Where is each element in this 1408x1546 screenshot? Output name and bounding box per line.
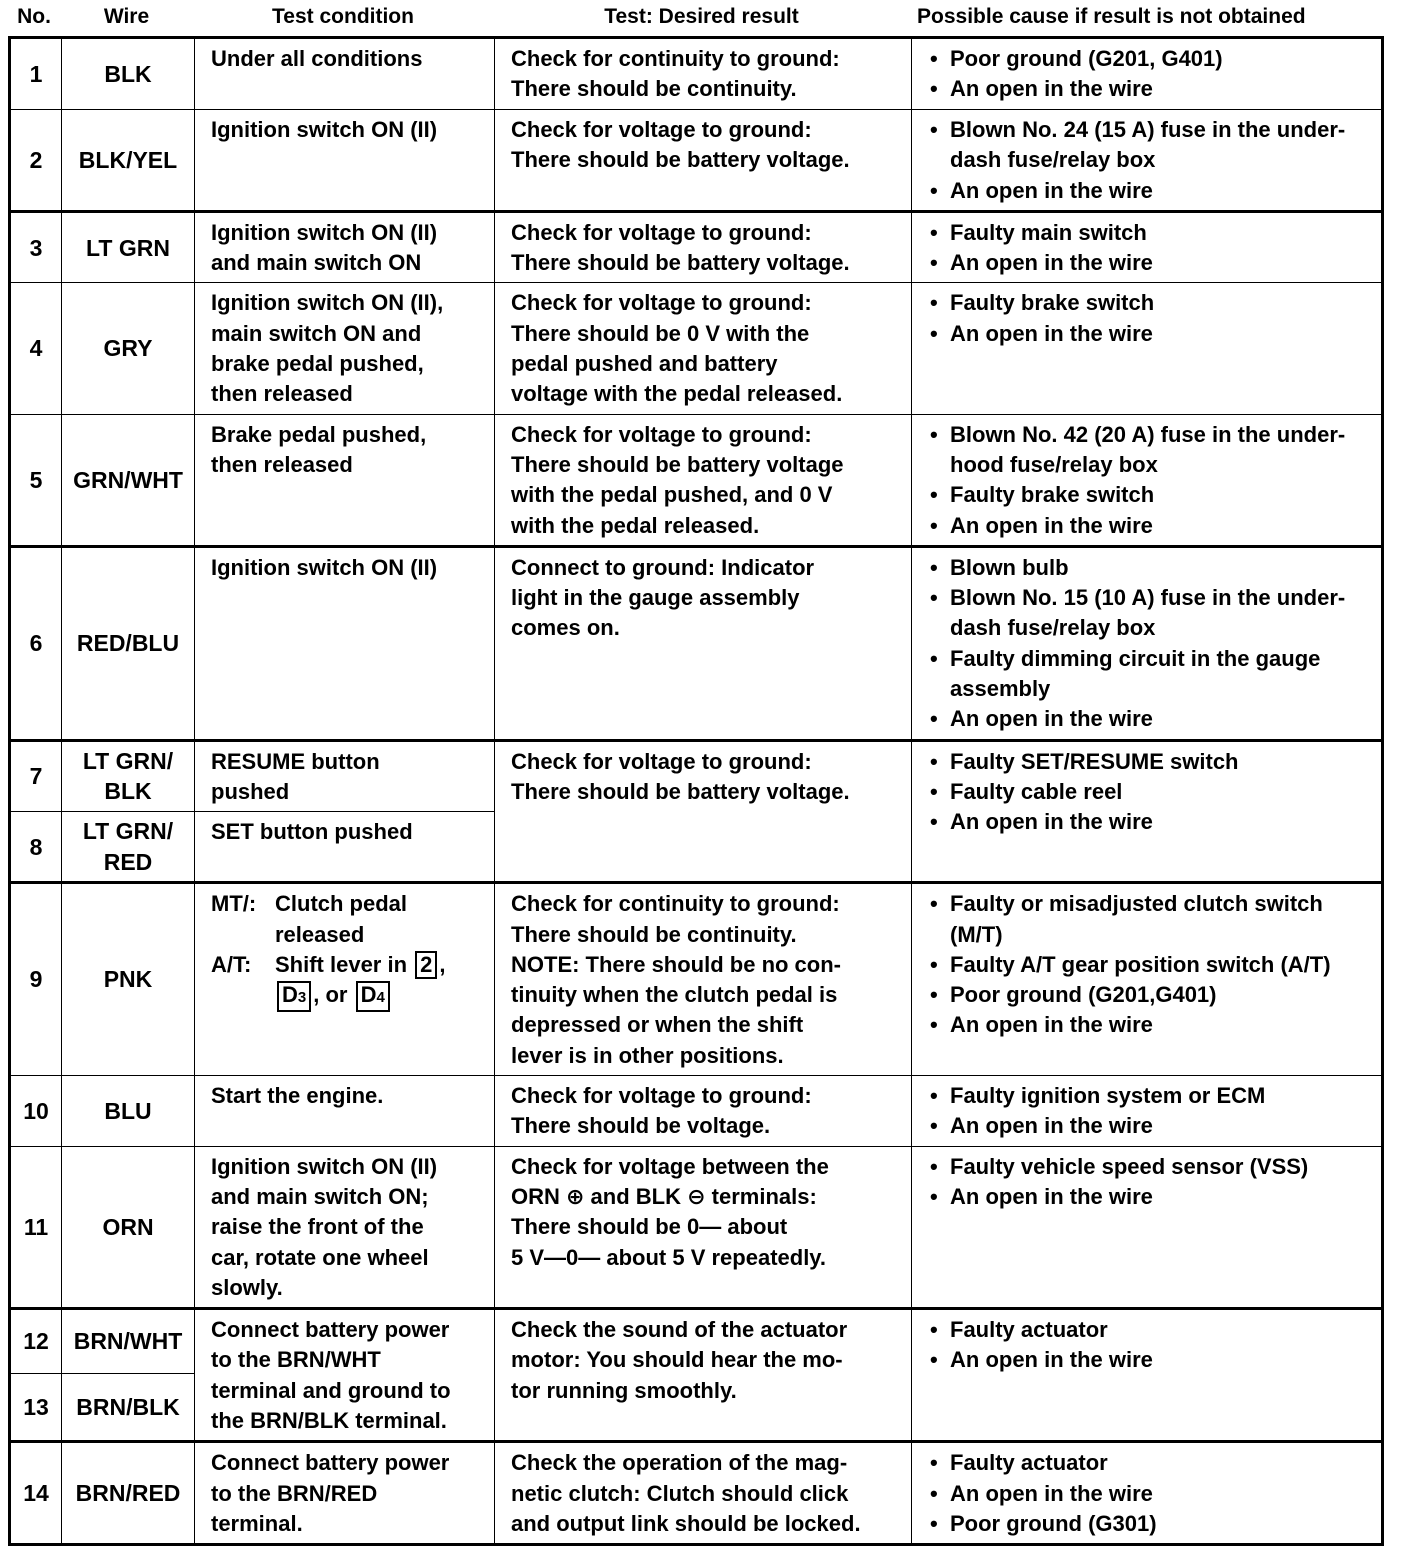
cause-item: • Blown bulb [928, 553, 1375, 583]
condition-line: Ignition switch ON (II) [211, 1153, 438, 1179]
condition-line: then released [211, 381, 353, 407]
desired-result [495, 1146, 912, 1308]
row-number: 7 [10, 740, 62, 812]
gear-d3-sub: 3 [297, 989, 307, 1007]
result-line: comes on. [511, 615, 620, 641]
header-no: No. [17, 5, 51, 28]
cause-item: • Faulty ignition system or ECM [928, 1081, 1375, 1111]
cause-item: • Poor ground (G201,G401) [928, 980, 1375, 1010]
table-row-3 [10, 211, 1383, 283]
header-wire: Wire [103, 5, 150, 28]
cause-item: • Faulty or misadjusted clutch switch (M/T) [928, 889, 1375, 950]
result-line: There should be battery voltage. [511, 147, 850, 173]
result-line: with the pedal pushed, and 0 V [511, 482, 833, 508]
cause-item: • Faulty brake switch [928, 288, 1375, 318]
wire-line: RED [103, 848, 153, 875]
condition-line: Ignition switch ON (II), [211, 290, 444, 316]
condition-line: car, rotate one wheel [211, 1244, 429, 1270]
result-line: motor: You should hear the mo- [511, 1347, 843, 1373]
result-line: ORN ⊕ and BLK ⊖ terminals: [511, 1183, 817, 1209]
possible-cause [912, 1146, 1383, 1308]
result-line: Connect to ground: Indicator [511, 554, 815, 580]
condition-line: to the BRN/WHT [211, 1347, 381, 1373]
cause-item: • An open in the wire [928, 807, 1375, 837]
table-row-1 [10, 38, 1383, 110]
header-test-condition: Test condition [272, 5, 414, 28]
wire-color: LT GRN [62, 211, 195, 283]
cause-item: • Faulty cable reel [928, 777, 1375, 807]
desired-result [495, 414, 912, 546]
condition-line: then released [211, 451, 353, 477]
wire-color: ORN [62, 1146, 195, 1308]
possible-cause [912, 1076, 1383, 1147]
table-row-12 [10, 1309, 1383, 1374]
row-number: 12 [10, 1309, 62, 1374]
gear-d3-box [277, 981, 311, 1012]
condition-line: SET button pushed [211, 819, 413, 845]
desired-result [495, 883, 912, 1076]
condition-line: main switch ON and [211, 320, 422, 346]
cause-item: • Blown No. 15 (10 A) fuse in the under-dash fuse/relay box [928, 583, 1375, 644]
condition-line: and main switch ON [211, 250, 422, 276]
mt-label: MT/: [211, 891, 257, 917]
cause-item: • Faulty SET/RESUME switch [928, 747, 1375, 777]
table-row-14 [10, 1442, 1383, 1545]
cause-item: • An open in the wire [928, 319, 1375, 349]
condition-line: Under all conditions [211, 46, 423, 71]
table-row-11 [10, 1146, 1383, 1308]
table-row-7 [10, 740, 1383, 812]
result-line: tinuity when the clutch pedal is [511, 982, 838, 1008]
possible-cause [912, 283, 1383, 414]
gear-2-box: 2 [415, 951, 437, 979]
cause-item: • Faulty vehicle speed sensor (VSS) [928, 1152, 1375, 1182]
cause-item: • Blown No. 24 (15 A) fuse in the under-dash fuse/relay box [928, 115, 1375, 176]
wire-color: BRN/RED [62, 1442, 195, 1545]
condition-line: Brake pedal pushed, [211, 421, 427, 447]
condition-line: Start the engine. [211, 1083, 384, 1109]
result-line: 5 V—0— about 5 V repeatedly. [511, 1244, 827, 1270]
at-label: A/T: [211, 951, 252, 977]
result-line: Check for voltage to ground: [511, 117, 812, 142]
wire-color: BLU [62, 1076, 195, 1147]
possible-cause [912, 110, 1383, 212]
gear-d3-letter: D [282, 982, 298, 1008]
cause-item: • Faulty main switch [928, 218, 1375, 248]
cause-item: • Blown No. 42 (20 A) fuse in the under-hood fuse/relay box [928, 420, 1375, 481]
possible-cause [912, 211, 1383, 283]
at-text: Shift lever in [275, 951, 408, 977]
wire-color [62, 740, 195, 812]
result-line: There should be continuity. [511, 76, 797, 102]
table-row-10 [10, 1076, 1383, 1147]
result-line: There should be battery voltage [511, 451, 844, 477]
result-line: There should be battery voltage. [511, 250, 850, 276]
desired-result [495, 546, 912, 740]
wire-color: PNK [62, 883, 195, 1076]
row-number: 1 [10, 38, 62, 110]
desired-result [495, 211, 912, 283]
test-condition [195, 546, 495, 740]
cause-item: • An open in the wire [928, 176, 1375, 206]
wire-line: LT GRN/ [82, 748, 174, 775]
result-line: depressed or when the shift [511, 1012, 804, 1038]
possible-cause [912, 1309, 1383, 1442]
row-number: 14 [10, 1442, 62, 1545]
result-line: Check for voltage to ground: [511, 1083, 812, 1109]
result-line: light in the gauge assembly [511, 585, 800, 611]
result-line: and output link should be locked. [511, 1510, 861, 1536]
result-line: Check for continuity to ground: [511, 46, 840, 71]
wire-line: LT GRN/ [82, 818, 174, 845]
cause-item: • Poor ground (G301) [928, 1509, 1375, 1539]
row-number: 13 [10, 1374, 62, 1442]
gear-d4-letter: D [360, 982, 377, 1008]
result-line: Check for voltage to ground: [511, 290, 812, 316]
result-line: Check for voltage to ground: [511, 421, 812, 447]
header-desired-result: Test: Desired result [604, 5, 799, 28]
result-line: lever is in other positions. [511, 1042, 784, 1068]
condition-line: brake pedal pushed, [211, 351, 424, 377]
test-condition [195, 1076, 495, 1147]
result-line: voltage with the pedal released. [511, 381, 843, 407]
cause-item: • An open in the wire [928, 1345, 1375, 1375]
row-number: 5 [10, 414, 62, 546]
result-line: Check for voltage between the [511, 1153, 829, 1179]
result-line: There should be 0— about [511, 1214, 788, 1240]
possible-cause [912, 546, 1383, 740]
result-line: Check for continuity to ground: [511, 891, 840, 917]
desired-result [495, 1309, 912, 1442]
cause-item: • An open in the wire [928, 1111, 1375, 1141]
result-line: pedal pushed and battery [511, 351, 778, 377]
table-row-6 [10, 546, 1383, 740]
desired-result [495, 283, 912, 414]
wire-color: GRN/WHT [62, 414, 195, 546]
condition-line: terminal and ground to [211, 1377, 451, 1403]
result-line: Check the sound of the actuator [511, 1317, 848, 1343]
table-row-9 [10, 883, 1383, 1076]
cause-item: • An open in the wire [928, 74, 1375, 104]
result-line: There should be voltage. [511, 1113, 771, 1139]
condition-line: Ignition switch ON (II) [211, 219, 438, 245]
cause-item: • An open in the wire [928, 1010, 1375, 1040]
desired-result [495, 1442, 912, 1545]
wire-color: BRN/WHT [62, 1309, 195, 1374]
wire-line: BLK [104, 778, 152, 805]
mt-text-cont: released [275, 921, 365, 947]
result-line: There should be 0 V with the [511, 320, 810, 346]
result-line: Check the operation of the mag- [511, 1450, 848, 1476]
test-condition [195, 1146, 495, 1308]
condition-line: slowly. [211, 1274, 283, 1300]
test-condition [195, 1442, 495, 1545]
cause-item: • Faulty actuator [928, 1448, 1375, 1478]
result-line: NOTE: There should be no con- [511, 951, 841, 977]
wire-color: RED/BLU [62, 546, 195, 740]
cause-item: • Faulty actuator [928, 1315, 1375, 1345]
condition-line: RESUME button [211, 748, 380, 774]
result-line: There should be continuity. [511, 921, 797, 947]
wire-color [62, 812, 195, 883]
row-number: 9 [10, 883, 62, 1076]
test-condition [195, 883, 495, 1076]
condition-at: A/T: Shift lever in 2 , [211, 950, 488, 980]
test-condition [195, 812, 495, 883]
condition-line: the BRN/BLK terminal. [211, 1407, 447, 1433]
wire-color: BRN/BLK [62, 1374, 195, 1442]
test-condition [195, 1309, 495, 1442]
table-row-5 [10, 414, 1383, 546]
cause-item: • An open in the wire [928, 1479, 1375, 1509]
condition-line: Ignition switch ON (II) [211, 554, 438, 580]
condition-line: raise the front of the [211, 1214, 424, 1240]
test-condition [195, 740, 495, 812]
table-row-4 [10, 283, 1383, 414]
row-number: 4 [10, 283, 62, 414]
row-number: 2 [10, 110, 62, 212]
condition-line: Connect battery power [211, 1317, 450, 1343]
result-line: There should be battery voltage. [511, 778, 850, 804]
possible-cause [912, 740, 1383, 883]
test-condition [195, 283, 495, 414]
wire-color: GRY [62, 283, 195, 414]
cause-item: • Poor ground (G201, G401) [928, 44, 1375, 74]
row-number: 6 [10, 546, 62, 740]
troubleshooting-table [8, 36, 1384, 1546]
cause-item: • An open in the wire [928, 704, 1375, 734]
gear-d4-sub: 4 [376, 989, 385, 1007]
possible-cause [912, 38, 1383, 110]
or-text: , or [313, 982, 348, 1008]
result-line: with the pedal released. [511, 512, 760, 538]
table-row-2 [10, 110, 1383, 212]
condition-line: pushed [211, 778, 290, 804]
desired-result [495, 740, 912, 883]
row-number: 3 [10, 211, 62, 283]
wire-color: BLK [62, 38, 195, 110]
result-line: Check for voltage to ground: [511, 748, 812, 774]
result-line: netic clutch: Clutch should click [511, 1480, 849, 1506]
condition-line: Ignition switch ON (II) [211, 117, 438, 142]
cause-item: • An open in the wire [928, 1182, 1375, 1212]
cause-item: • An open in the wire [928, 248, 1375, 278]
condition-at-cont [211, 980, 488, 1012]
gear-d4-box [356, 981, 390, 1012]
desired-result [495, 110, 912, 212]
possible-cause [912, 1442, 1383, 1545]
test-condition [195, 110, 495, 212]
result-line: Check for voltage to ground: [511, 219, 812, 245]
result-line: tor running smoothly. [511, 1377, 737, 1403]
wire-color: BLK/YEL [62, 110, 195, 212]
condition-line: and main switch ON; [211, 1183, 429, 1209]
condition-mt [211, 889, 488, 919]
cause-item: • Faulty brake switch [928, 480, 1375, 510]
cause-item: • Faulty A/T gear position switch (A/T) [928, 950, 1375, 980]
test-condition [195, 38, 495, 110]
row-number: 11 [10, 1146, 62, 1308]
possible-cause [912, 883, 1383, 1076]
mt-text: Clutch pedal [275, 891, 408, 917]
condition-line: Connect battery power [211, 1450, 450, 1476]
test-condition [195, 211, 495, 283]
desired-result [495, 1076, 912, 1147]
cause-item: • Faulty dimming circuit in the gauge assembly [928, 644, 1375, 705]
row-number: 8 [10, 812, 62, 883]
possible-cause [912, 414, 1383, 546]
cause-item: • An open in the wire [928, 511, 1375, 541]
row-number: 10 [10, 1076, 62, 1147]
condition-line: to the BRN/RED [211, 1480, 378, 1506]
header-possible-cause: Possible cause if result is not obtained [917, 5, 1306, 28]
desired-result [495, 38, 912, 110]
condition-line: terminal. [211, 1510, 303, 1536]
test-condition [195, 414, 495, 546]
